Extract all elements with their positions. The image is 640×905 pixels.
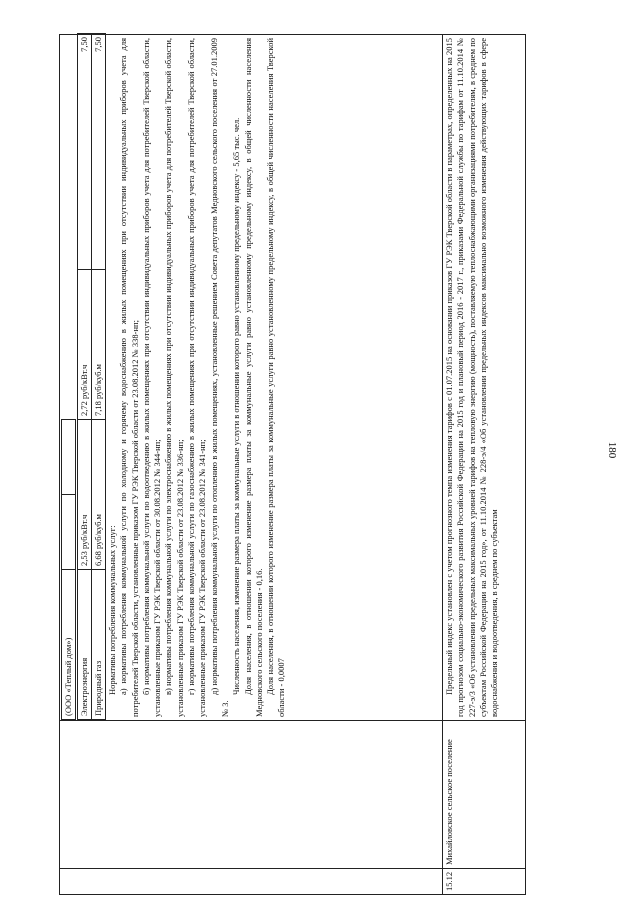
norm-paragraph: в) нормативы потребления коммунальной услуги по электроснабжению в жилых помещениях при отсутствии индивидуальных приборов учета для потребителей Тверской области, установленные приказом ГУ РЭК Тверской области от 23.08.2012 № 336-нп; (163, 38, 185, 717)
entry-name: Михайловское сельское поселение (443, 721, 526, 869)
tariff-value: 7,18 руб/куб.м (92, 270, 106, 420)
tariff-table (61, 419, 76, 720)
table-row (443, 35, 526, 895)
page-number: 180 (606, 441, 618, 459)
municipality-table (59, 34, 526, 895)
tariff-values-table (77, 33, 106, 720)
entry-number: 15.12 (443, 869, 526, 895)
tariff-name: Электроэнергия (78, 570, 92, 720)
norm-paragraph: г) нормативы потребления коммунальной услуги по газоснабжению в жилых помещениях при отсутствии индивидуальных приборов учета для потребителей Тверской области, установленные приказом ГУ РЭК Тверской области от 23.08.2012 № 341-нп; (186, 38, 208, 717)
tariff-org-name: (ООО «Теплый дом») (62, 570, 76, 720)
norm-paragraph: а) нормативы потребления коммунальной услуги по холодному и горячему водоснабжению в жилых помещениях при отсутствии индивидуальных приборов учета для потребителей Тверской области, установленные приказом ГУ РЭК Тверской области от 23.08.2012 № 338-нп; (118, 38, 140, 717)
tariff-value: 6,68 руб/куб.м (92, 420, 106, 570)
share-paragraph: Доля населения, в отношении которого изменение размера платы за коммунальные услуги равно установленному предельному индексу, в общей численности населения Тверской области - 0,0007 (265, 38, 287, 717)
tariff-org-row (62, 420, 76, 720)
row-name-cell (60, 721, 443, 869)
norm-paragraph: б) нормативы потребления коммунальной услуги по водоотведению в жилых помещениях при отсутствии индивидуальных приборов учета для потребителей Тверской области, установленные приказом ГУ РЭК Тверской области от 30.08.2012 № 344-нп; (140, 38, 163, 717)
entry-text-cell (443, 35, 526, 721)
entry-paragraph: Предельный индекс установлен с учетом прогнозного темпа изменения тарифов с 01.07.2015 на основании приказов ГУ РЭК Тверской области в параметрах, определенных на 2015 год прогнозом социально-экономического развития Российской Федерации на 2015 год и плановый период 2016 - 2017 г., приказами Федеральной службы по тарифам от 11.10.2014 № 227-э/3 «Об установлении предельных максимальных уровней тарифов на тепловую энергию (мощность), поставляемую теплоснабжающими организациями потребителям, в среднем по субъектам Российской Федерации на 2015 год», от 11.10.2014 № 228-э/4 «Об установлении предельных индексов максимально возможного изменения действующих тарифов в сфере водоснабжения и водоотведения, в среднем по субъектам (444, 38, 500, 717)
tariff-name: Природный газ (92, 570, 106, 720)
tariff-value: 2,53 руб/кВт.ч (78, 420, 92, 570)
row-number-cell (60, 869, 443, 895)
population-paragraph: Численность населения, изменение размера платы за коммунальные услуги в отношении которого равно установленному предельному индексу - 5,65 тыс. чел. (231, 117, 242, 695)
row-content-cell (60, 35, 443, 721)
document-sheet (59, 35, 521, 895)
table-row (60, 35, 443, 895)
tariff-row (92, 34, 106, 720)
tariff-index: 7,50 (78, 34, 92, 270)
norm-paragraph: д) нормативы потребления коммунальной услуги по отоплению в жилых помещениях, установленные решением Совета депутатов Медновского сельского поселения от 27.01.2009 № 3. (208, 38, 230, 717)
share-paragraph: Доля населения, в отношении которого изменение размера платы за коммунальные услуги равно установленному предельному индексу, в общей численности населения Медновского сельского поселения - 0,16. (242, 38, 264, 717)
tariff-row (78, 34, 92, 720)
tariff-index: 7,50 (92, 34, 106, 270)
tariff-value: 2,72 руб/кВт.ч (78, 270, 92, 420)
norms-heading: Нормативы потребления коммунальных услуг: (107, 525, 117, 695)
